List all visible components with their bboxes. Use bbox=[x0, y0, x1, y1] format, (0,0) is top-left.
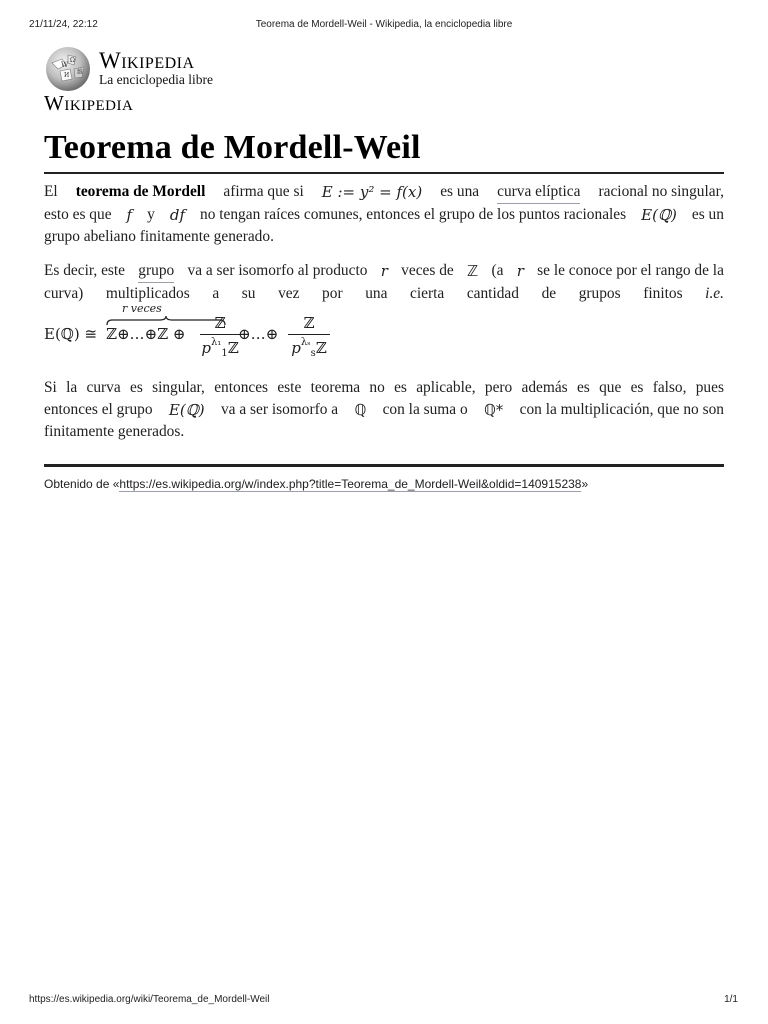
fraction-numerator: ℤ bbox=[214, 314, 226, 332]
print-footer-url: https://es.wikipedia.org/wiki/Teorema_de_Mordell-Weil bbox=[29, 994, 270, 1005]
math-expression: E := y² = f(x) bbox=[321, 183, 423, 201]
text-run: se le conoce por el rango de la bbox=[537, 262, 724, 279]
text-run: con la suma o bbox=[382, 401, 468, 418]
page-title: Teorema de Mordell-Weil bbox=[44, 129, 421, 166]
formula-brace-label: r veces bbox=[122, 302, 162, 315]
paragraph-line bbox=[44, 204, 724, 226]
text-run: es bbox=[129, 379, 143, 396]
text-run: su bbox=[241, 285, 256, 302]
print-page-count: 1/1 bbox=[724, 994, 738, 1005]
text-run: a bbox=[212, 285, 220, 302]
print-page-title: Teorema de Mordell-Weil - Wikipedia, la enciclopedia libre bbox=[255, 19, 513, 30]
text-run: la bbox=[66, 379, 78, 396]
paragraph-intro bbox=[44, 181, 724, 248]
den-exponent: λ₁ bbox=[210, 337, 222, 348]
math-expression: f bbox=[126, 206, 133, 224]
text-run: (a bbox=[491, 262, 504, 279]
text-run: cantidad bbox=[466, 285, 519, 302]
text-run: aplicable, bbox=[416, 379, 476, 396]
text-run: grupos bbox=[578, 285, 621, 302]
text-run: que bbox=[599, 379, 622, 396]
fraction-line bbox=[200, 334, 240, 335]
paragraph-line bbox=[44, 181, 724, 204]
paragraph-line bbox=[44, 260, 724, 283]
retrieved-prefix: Obtenido de « bbox=[44, 477, 120, 491]
text-run: no bbox=[369, 379, 385, 396]
wikipedia-globe-icon[interactable] bbox=[44, 45, 92, 93]
text-run: va a ser isomorfo a bbox=[220, 401, 339, 418]
math-expression: E(ℚ) bbox=[168, 401, 205, 419]
text-run: finitos bbox=[643, 285, 683, 302]
link-grupo[interactable]: grupo bbox=[138, 260, 174, 283]
den-base: p bbox=[291, 339, 301, 357]
math-expression: df bbox=[169, 206, 185, 224]
text-run: veces de bbox=[401, 262, 454, 279]
text-run: vez bbox=[278, 285, 300, 302]
text-run: entonces el grupo bbox=[44, 401, 153, 418]
wikipedia-wordmark[interactable]: Wikipedia bbox=[99, 48, 195, 73]
wikipedia-wordmark-secondary: Wikipedia bbox=[44, 91, 134, 115]
text-run: falso, bbox=[652, 379, 687, 396]
math-expression: ℤ bbox=[467, 262, 479, 280]
math-expression: r bbox=[380, 262, 388, 280]
paragraph-line bbox=[44, 421, 724, 443]
text-run: teorema bbox=[310, 379, 361, 396]
formula-lhs: E(ℚ) ≅ bbox=[44, 325, 98, 343]
paragraph-line bbox=[44, 377, 724, 399]
paragraph-decir bbox=[44, 260, 724, 305]
fraction-numerator: ℤ bbox=[303, 314, 315, 332]
text-run: es una bbox=[440, 183, 480, 200]
text-run: curva) bbox=[44, 285, 84, 302]
formula-sum: ℤ⊕…⊕ℤ ⊕ bbox=[106, 325, 186, 343]
den-tail: ℤ bbox=[227, 339, 239, 357]
text-run: racional no singular, bbox=[598, 183, 724, 200]
fraction-denominator bbox=[288, 337, 330, 359]
text-run: pues bbox=[695, 379, 724, 396]
text-run: este bbox=[277, 379, 302, 396]
text-run: pero bbox=[484, 379, 513, 396]
text-run: cierta bbox=[410, 285, 445, 302]
wikipedia-tagline: La enciclopedia libre bbox=[99, 72, 213, 87]
den-subscript: s bbox=[310, 348, 316, 359]
paragraph-line bbox=[44, 399, 724, 421]
svg-text:И: И bbox=[64, 72, 70, 79]
formula-fraction-2 bbox=[288, 314, 330, 359]
svg-text:維: 維 bbox=[77, 69, 84, 76]
den-subscript: 1 bbox=[221, 348, 228, 359]
text-run: con la multiplicación, que no son bbox=[519, 401, 724, 418]
text-run: no tengan raíces comunes, entonces el grupo de los puntos racionales bbox=[200, 206, 627, 223]
text-run: afirma que si bbox=[223, 183, 304, 200]
math-expression: E(ℚ) bbox=[641, 206, 677, 224]
den-exponent: λₛ bbox=[300, 337, 311, 348]
text-run: y bbox=[147, 206, 155, 223]
fraction-line bbox=[288, 334, 330, 335]
math-expression: ℚ* bbox=[484, 401, 504, 419]
text-run: es bbox=[576, 379, 590, 396]
math-expression: ℚ bbox=[354, 401, 367, 419]
title-divider bbox=[44, 172, 724, 174]
retrieved-url-link[interactable]: https://es.wikipedia.org/w/index.php?title=Teorema_de_Mordell-Weil&oldid=140915238 bbox=[119, 477, 582, 491]
text-run: una bbox=[365, 285, 388, 302]
formula-fraction-1 bbox=[200, 314, 240, 359]
svg-text:W: W bbox=[61, 61, 69, 69]
text-run: esto es que bbox=[44, 206, 112, 223]
den-base: p bbox=[201, 339, 211, 357]
text-run: es bbox=[630, 379, 644, 396]
text-run: finitamente generados. bbox=[44, 423, 185, 440]
text-run: va a ser isomorfo al producto bbox=[187, 262, 368, 279]
svg-text:Ω: Ω bbox=[70, 57, 75, 64]
text-run: grupo abeliano finitamente generado. bbox=[44, 228, 274, 245]
text-run: además bbox=[521, 379, 568, 396]
math-expression: r bbox=[516, 262, 524, 280]
text-run: es un bbox=[691, 206, 724, 223]
text-run: singular, bbox=[152, 379, 205, 396]
fraction-denominator bbox=[200, 337, 240, 359]
text-run: multiplicados bbox=[105, 285, 190, 302]
text-run: de bbox=[541, 285, 557, 302]
bold-term: teorema de Mordell bbox=[75, 183, 206, 200]
text-run: entonces bbox=[214, 379, 269, 396]
content-end-divider bbox=[44, 464, 724, 467]
den-tail: ℤ bbox=[315, 339, 327, 357]
text-run: Es decir, este bbox=[44, 262, 126, 279]
link-curva-eliptica[interactable]: curva elíptica bbox=[497, 181, 580, 204]
paragraph-line bbox=[44, 226, 724, 248]
paragraph-singular bbox=[44, 377, 724, 443]
formula-middle: ⊕…⊕ bbox=[238, 325, 279, 343]
print-datetime: 21/11/24, 22:12 bbox=[29, 19, 98, 30]
formula-mordell-weil bbox=[44, 302, 344, 364]
text-run: curva bbox=[86, 379, 121, 396]
text-run: por bbox=[322, 285, 343, 302]
retrieved-suffix: » bbox=[581, 477, 589, 491]
text-run: es bbox=[394, 379, 407, 396]
text-run: Si bbox=[44, 379, 57, 396]
text-run-italic: i.e. bbox=[705, 285, 724, 302]
text-run: El bbox=[44, 183, 58, 200]
retrieved-from bbox=[44, 477, 588, 491]
